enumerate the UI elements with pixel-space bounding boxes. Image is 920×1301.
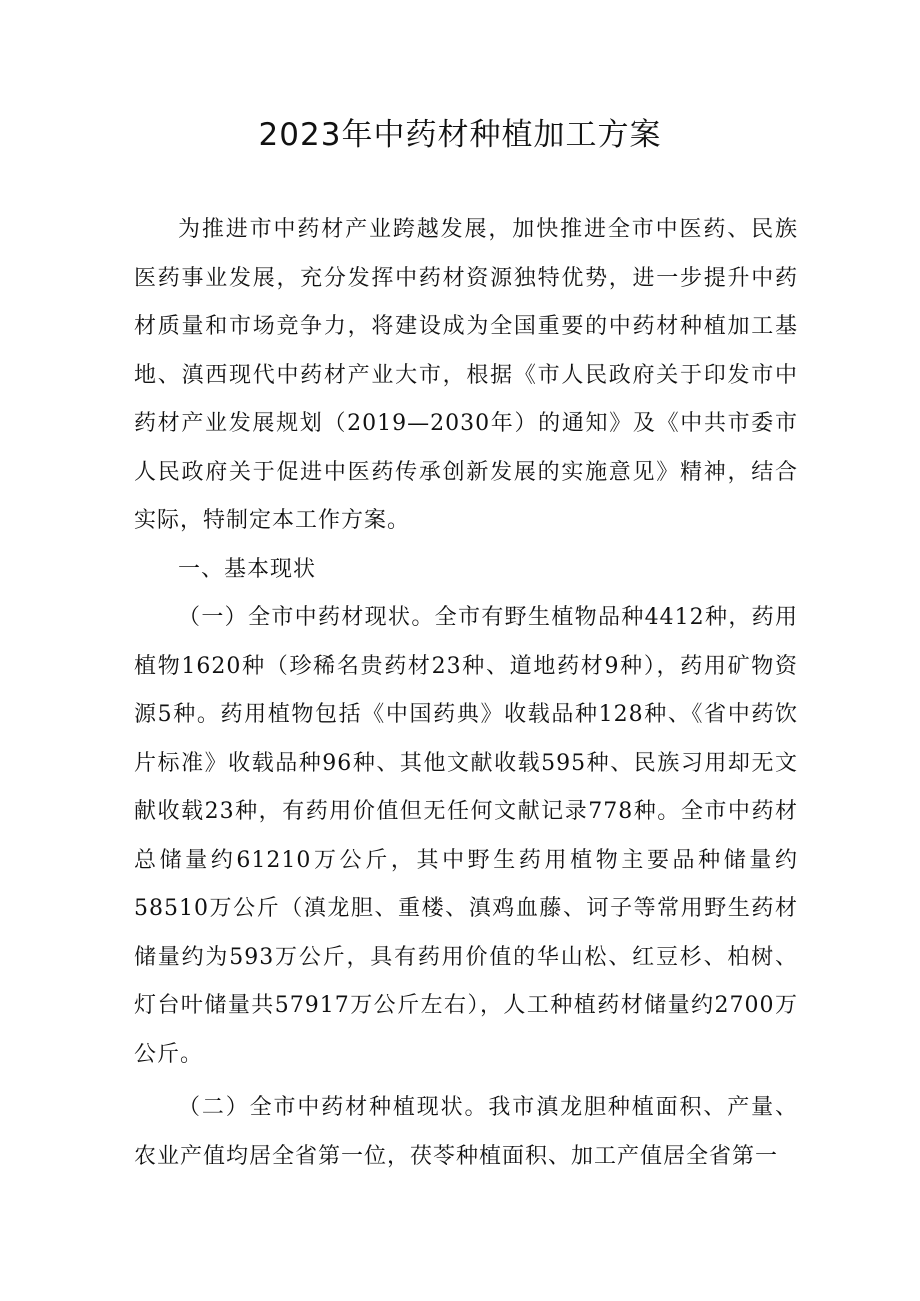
section-heading-basic-status: 一、基本现状 (178, 556, 317, 582)
document-body (134, 206, 798, 1181)
paragraph-herb-status: （一）全市中药材现状。全市有野生植物品种4412种，药用植物1620种（珍稀名贵药材23种、道地药材9种），药用矿物资源5种。药用植物包括《中国药典》收载品种128种、《省中药饮片标准》收载品种96种、其他文献收载595种、民族习用却无文献收载23种，有药用价值但无任何文献记录778种。全市中药材总储量约61210万公斤，其中野生药用植物主要品种储量约58510万公斤（滇龙胆、重楼、滇鸡血藤、诃子等常用野生药材储量约为593万公斤，具有药用价值的华山松、红豆杉、柏树、灯台叶储量共57917万公斤左右），人工种植药材储量约2700万公斤。 (134, 605, 798, 1067)
document-title: 2023年中药材种植加工方案 (258, 117, 662, 153)
paragraph-planting-status: （二）全市中药材种植现状。我市滇龙胆种植面积、产量、农业产值均居全省第一位，茯苓种植面积、加工产值居全省第一 (134, 1095, 798, 1169)
intro-paragraph: 为推进市中药材产业跨越发展，加快推进全市中医药、民族医药事业发展，充分发挥中药材资源独特优势，进一步提升中药材质量和市场竞争力，将建设成为全国重要的中药材种植加工基地、滇西现代中药材产业大市，根据《市人民政府关于印发市中药材产业发展规划（2019—2030年）的通知》及《中共市委市人民政府关于促进中医药传承创新发展的实施意见》精神，结合实际，特制定本工作方案。 (134, 217, 798, 533)
